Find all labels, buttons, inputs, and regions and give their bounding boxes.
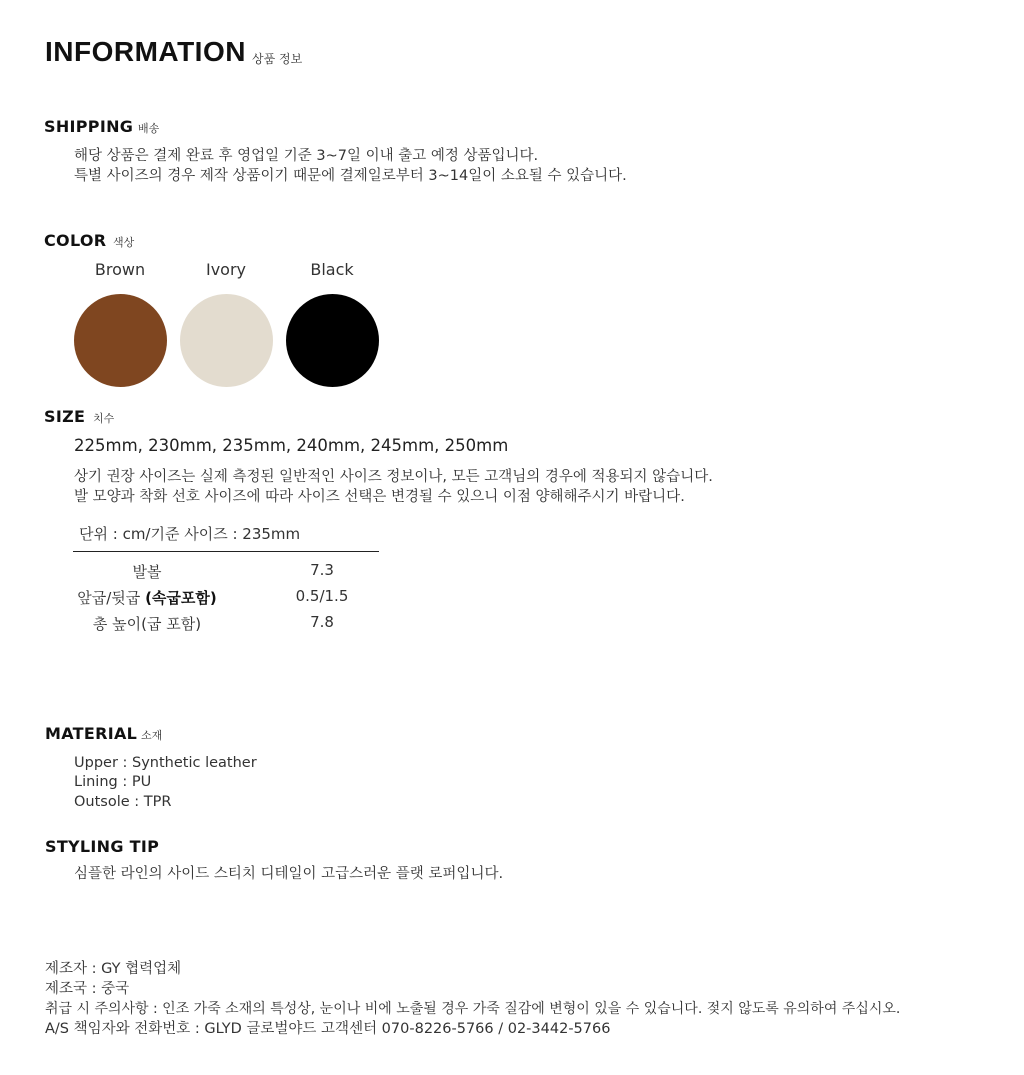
page-title: INFORMATION bbox=[45, 36, 246, 67]
material-outsole: Outsole : TPR bbox=[74, 794, 172, 810]
size-list: 225mm, 230mm, 235mm, 240mm, 245mm, 250mm bbox=[74, 436, 509, 455]
size-row-label-1: 발볼 bbox=[132, 563, 162, 581]
size-title: SIZE bbox=[44, 407, 86, 426]
size-row-value-3: 7.8 bbox=[310, 613, 334, 631]
size-subtitle: 치수 bbox=[93, 412, 115, 425]
color-name-brown: Brown bbox=[94, 260, 146, 279]
size-row-value-2: 0.5/1.5 bbox=[295, 587, 349, 605]
material-subtitle: 소재 bbox=[141, 729, 163, 742]
material-upper: Upper : Synthetic leather bbox=[74, 755, 257, 771]
color-name-ivory: Ivory bbox=[205, 260, 247, 279]
size-row-label-2: 앞굽/뒷굽 (속굽포함) bbox=[77, 589, 217, 607]
material-title: MATERIAL bbox=[45, 724, 138, 743]
shipping-title: SHIPPING bbox=[44, 117, 134, 136]
material-lining: Lining : PU bbox=[74, 774, 152, 790]
page-subtitle: 상품 정보 bbox=[252, 52, 303, 66]
size-table-divider bbox=[73, 551, 379, 552]
shipping-line-1: 해당 상품은 결제 완료 후 영업일 기준 3~7일 이내 출고 예정 상품입니다. bbox=[74, 148, 539, 164]
color-subtitle: 색상 bbox=[113, 236, 135, 249]
footer-care: 취급 시 주의사항 : 인조 가죽 소재의 특성상, 눈이나 비에 노출될 경우 가죽 질감에 변형이 있을 수 있습니다. 젖지 않도록 유의하여 주십시오. bbox=[45, 1001, 901, 1017]
footer-contact: A/S 책임자와 전화번호 : GLYD 글로벌야드 고객센터 070-8226-5766 / 02-3442-5766 bbox=[45, 1021, 611, 1037]
size-note-2: 발 모양과 착화 선호 사이즈에 따라 사이즈 선택은 변경될 수 있으니 이점 양해해주시기 바랍니다. bbox=[74, 489, 685, 505]
color-swatch-brown bbox=[74, 294, 167, 387]
footer-manufacturer: 제조자 : GY 협력업체 bbox=[45, 961, 182, 977]
color-title: COLOR bbox=[44, 231, 107, 250]
footer-country: 제조국 : 중국 bbox=[45, 981, 130, 997]
styling-text: 심플한 라인의 사이드 스티치 디테일이 고급스러운 플랫 로퍼입니다. bbox=[74, 866, 504, 882]
styling-title: STYLING TIP bbox=[45, 837, 160, 856]
shipping-line-2: 특별 사이즈의 경우 제작 상품이기 때문에 결제일로부터 3~14일이 소요될 수 있습니다. bbox=[74, 168, 627, 184]
size-table-header: 단위 : cm/기준 사이즈 : 235mm bbox=[79, 525, 301, 543]
size-row-label-3: 총 높이(굽 포함) bbox=[92, 615, 202, 633]
size-row-value-1: 7.3 bbox=[310, 561, 334, 579]
color-swatch-black bbox=[286, 294, 379, 387]
color-name-black: Black bbox=[310, 260, 354, 279]
size-note-1: 상기 권장 사이즈는 실제 측정된 일반적인 사이즈 정보이나, 모든 고객님의 경우에 적용되지 않습니다. bbox=[74, 469, 713, 485]
shipping-subtitle: 배송 bbox=[138, 122, 160, 135]
color-swatch-ivory bbox=[180, 294, 273, 387]
